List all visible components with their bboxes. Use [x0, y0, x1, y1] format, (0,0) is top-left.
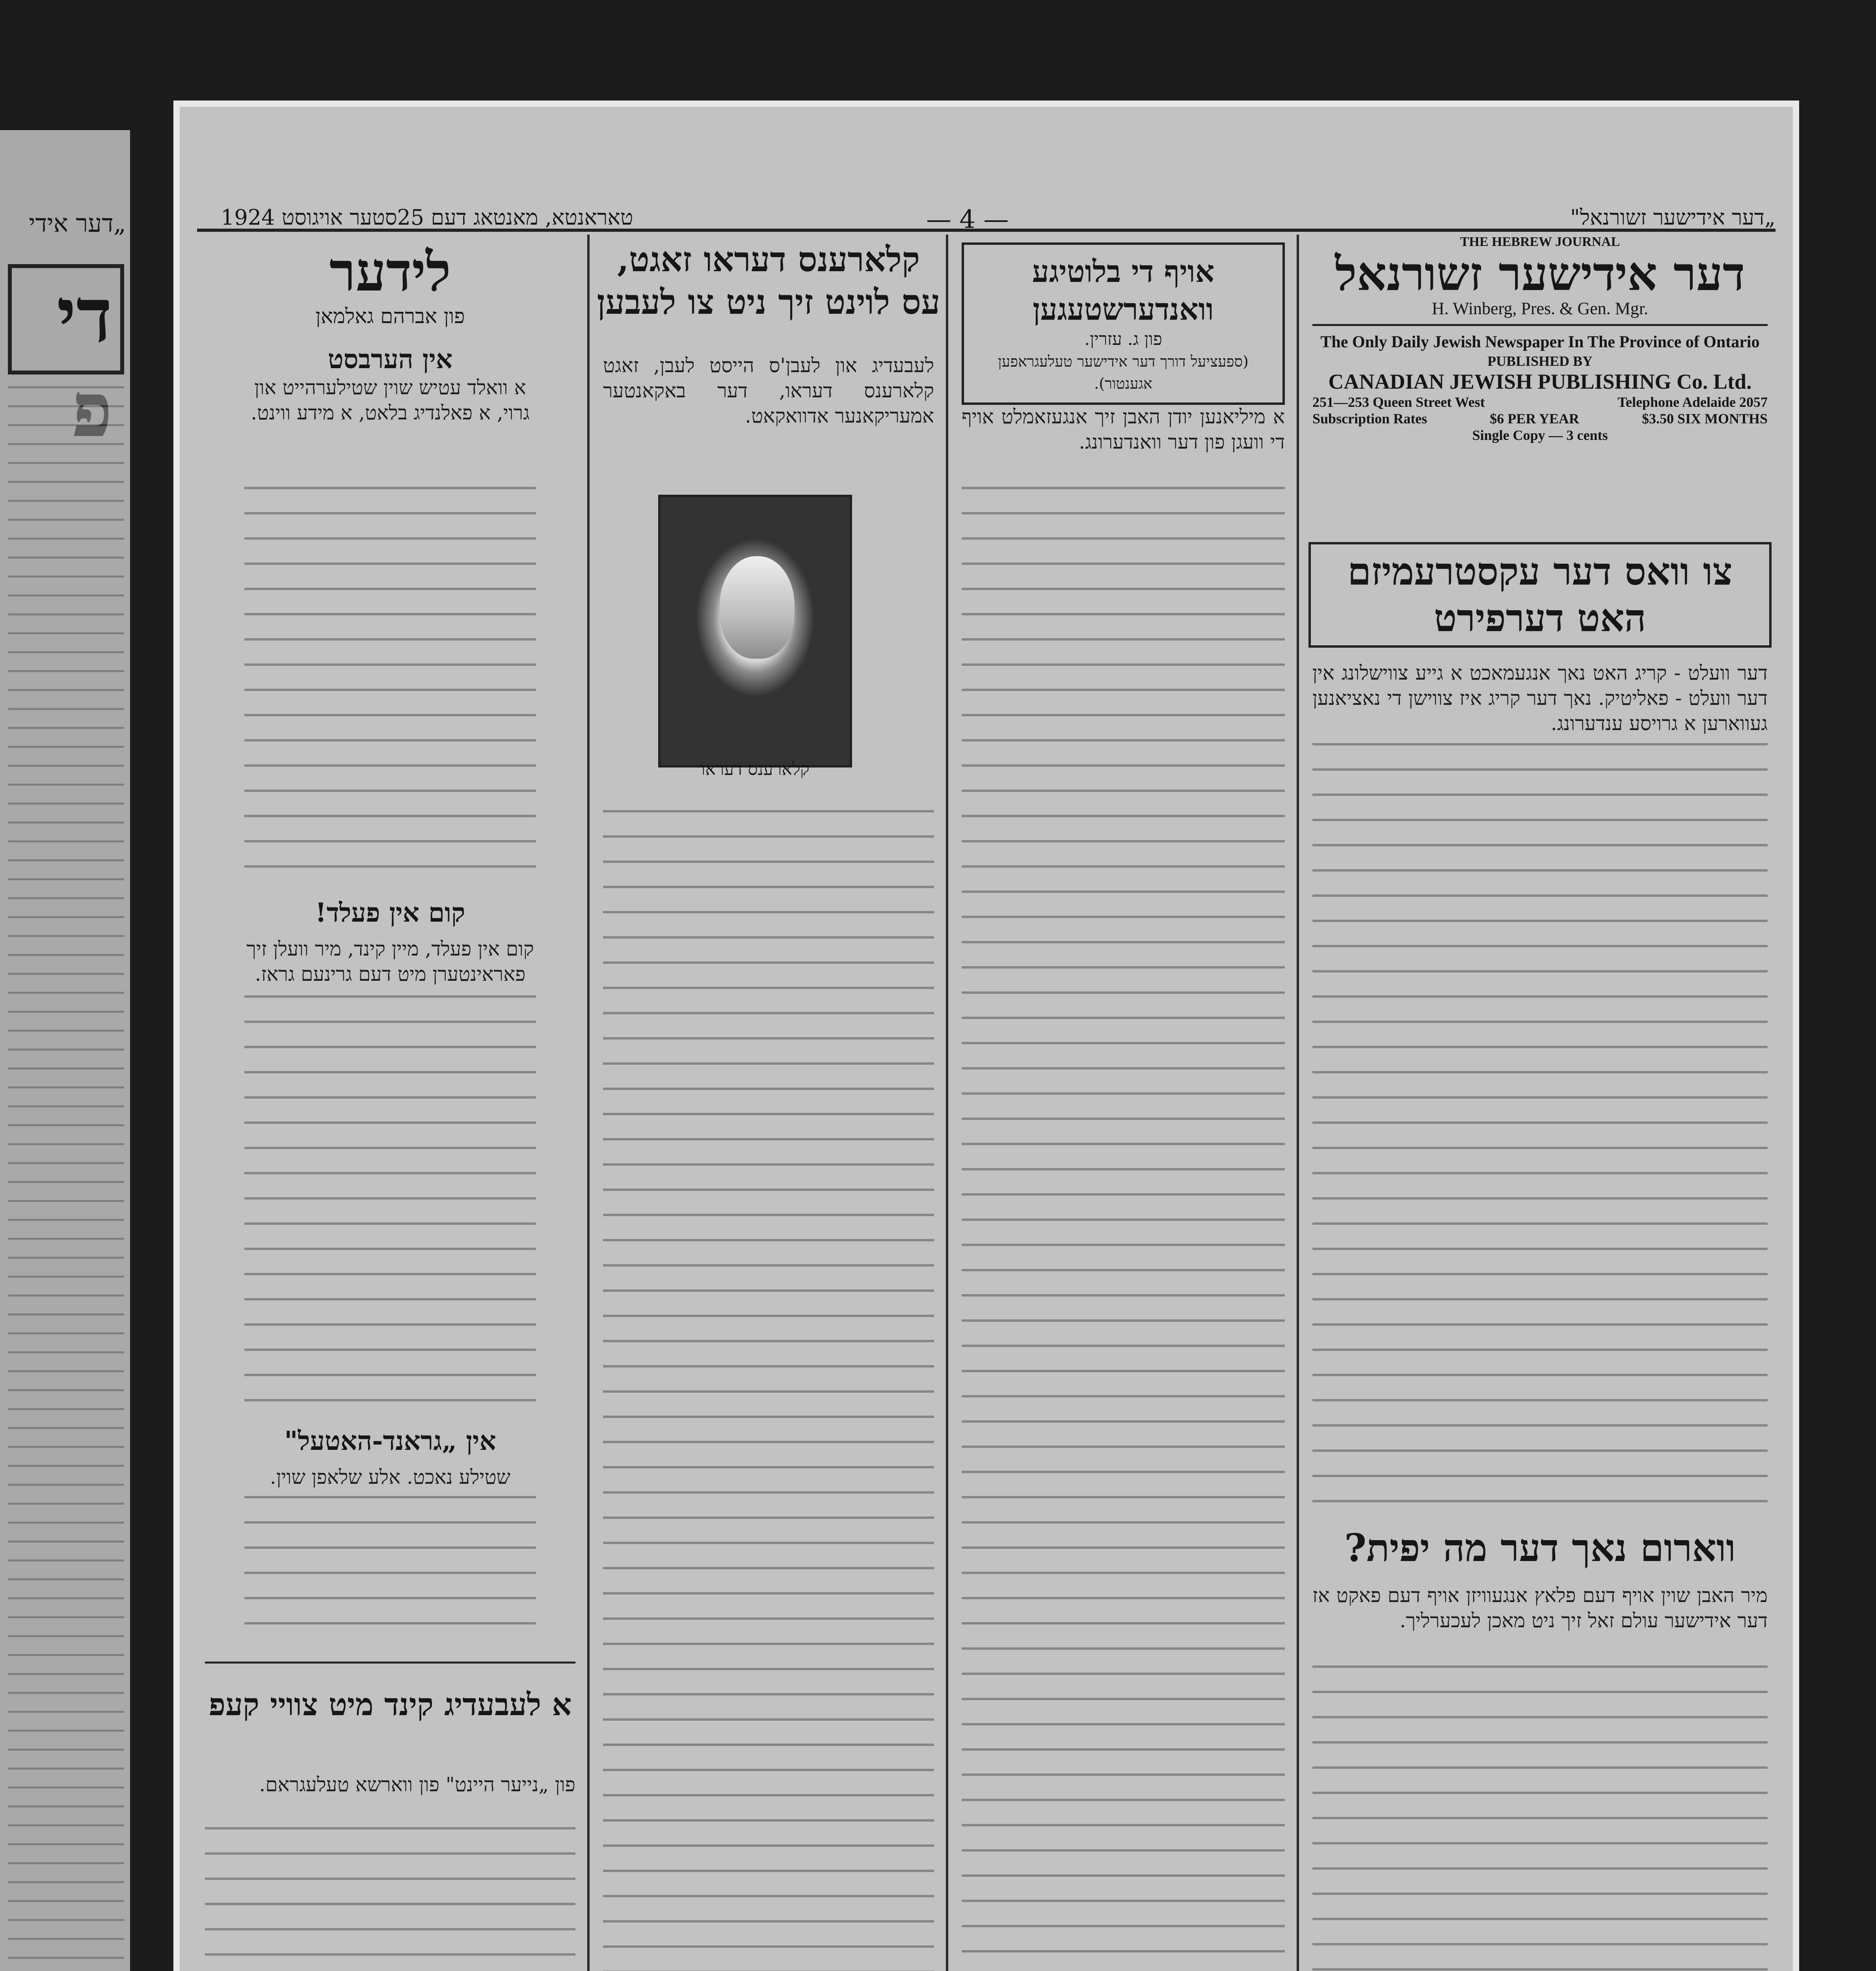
editorial-1-text [1312, 743, 1768, 1508]
poem-1-text: א וואלד עטיש שוין שטילערהייט און גרוי, א פאלנדיג בלאט, א מידע ווינט. [251, 376, 530, 424]
masthead-telephone: Telephone Adelaide 2057 [1617, 394, 1768, 410]
two-headed-child-body: פון „נייער היינט" פון ווארשא טעלעגראם. [259, 1773, 575, 1796]
masthead-label: THE HEBREW JOURNAL [1460, 235, 1620, 249]
wanderstegen-text [962, 487, 1285, 1971]
wanderstegen-byline: פון ג. עזרין. [1084, 329, 1162, 349]
masthead-subscription-year: $6 PER YEAR [1490, 411, 1579, 427]
two-headed-child-text [205, 1827, 575, 1971]
poem-1-lines [244, 487, 536, 881]
poem-2-lines [244, 995, 536, 1409]
masthead-title: דער אידישער זשורנאל [1335, 246, 1745, 301]
wanderstegen-column [954, 235, 1293, 1971]
poems-column [197, 235, 583, 1971]
running-head-bar [197, 201, 1776, 232]
masthead-tagline: The Only Daily Jewish Newspaper In The Province of Ontario [1320, 333, 1760, 351]
wanderstegen-body: א מיליאנען יודן האבן זיך אנגעזאמלט אויף די וועגן פון דער וואנדערונג. [962, 405, 1285, 453]
column-rule [1297, 235, 1299, 1971]
darrow-photo-caption: קלארענס דעראו [701, 759, 810, 779]
wanderstegen-headline: אויף די בלוטיגע וואנדערשטעגען [1032, 254, 1215, 327]
editorial-1-body: דער וועלט - קריג האט נאך אנגעמאכט א גייע צווישלונג אין דער וועלט - פאליטיק. נאך דער קריג איז צווישן די נאציאנען געווארען א גרויסע ענדערונג. [1312, 661, 1768, 735]
masthead-company: CANADIAN JEWISH PUBLISHING Co. Ltd. [1328, 370, 1752, 393]
left-page-running-head: „דער אידי [29, 209, 126, 238]
portrait-face [720, 556, 795, 659]
darrow-body: לעבעדיג און לעבן'ס הייסט לעבן, זאגט קלארענס דעראו, דער באקאנטער אמעריקאנער אדוואקאט. [603, 354, 934, 427]
masthead [1305, 235, 1776, 443]
wanderstegen-subhead: (ספעציעל דורך דער אידישער טעלעגראפען אגענטור). [998, 353, 1249, 392]
darrow-text [603, 810, 934, 1971]
editorial-2-text [1312, 1665, 1768, 1971]
editorial-1-headline-box [1308, 542, 1772, 648]
darrow-column [595, 235, 942, 1971]
masthead-subscription-six: $3.50 SIX MONTHS [1642, 411, 1768, 427]
left-page-title: די [8, 264, 124, 374]
editorial-1-headline: צו וואס דער עקסטרעמיזם האט דערפירט [1347, 549, 1733, 640]
poems-byline: פון אברהם גאלמאן [315, 305, 465, 328]
darrow-headline: קלארענס דעראו זאגט, עס לוינט זיך ניט צו לעבען [597, 240, 940, 322]
left-page-strip [0, 130, 130, 1971]
editorial-2-body: מיר האבן שוין אויף דעם פלאץ אנגעוויזן אויף דעם פאקט אז דער אידישער עולם זאל זיך ניט מאכן לעכערליך. [1312, 1584, 1768, 1632]
masthead-address: 251—253 Queen Street West [1312, 394, 1485, 410]
running-head-date: טאראנטא, מאנטאג דעם 25סטער אויגוסט 1924 [221, 205, 633, 230]
running-head-title: „דער אידישער זשורנאל" [1570, 205, 1776, 230]
poem-3-lines [244, 1496, 536, 1638]
newspaper-page [173, 101, 1799, 1971]
left-page-text-column [8, 386, 124, 1971]
two-headed-child-headline: א לעבעדיג קינד מיט צוויי קעפ [208, 1687, 572, 1723]
section-divider [205, 1662, 575, 1664]
column-rule [587, 235, 590, 1971]
poem-1-title: אין הערבסט [328, 344, 453, 374]
page-number: — 4 — [926, 205, 1009, 234]
masthead-published-by: PUBLISHED BY [1487, 353, 1593, 369]
poem-3-title: אין „גראנד-האטעל" [284, 1425, 496, 1456]
editorial-column [1305, 235, 1776, 1971]
wanderstegen-headline-box [962, 242, 1285, 405]
poem-2-title: קום אין פעלד! [315, 897, 465, 928]
column-rule [946, 235, 948, 1971]
editorial-2-headline: ווארום נאך דער מה יפית? [1344, 1526, 1736, 1570]
masthead-subscription-label: Subscription Rates [1312, 411, 1427, 427]
masthead-single-copy: Single Copy — 3 cents [1472, 427, 1608, 443]
darrow-photo [658, 495, 852, 779]
poem-2-text: קום אין פעלד, מיין קינד, מיר וועלן זיך פאראינטערן מיט דעם גרינעם גראז. [246, 937, 534, 986]
poems-heading: לידער [329, 240, 451, 304]
poem-3-text: שטילע נאכט. אלע שלאפן שוין. [270, 1466, 511, 1488]
columns [197, 235, 1776, 1971]
masthead-publisher: H. Winberg, Pres. & Gen. Mgr. [1431, 299, 1648, 318]
